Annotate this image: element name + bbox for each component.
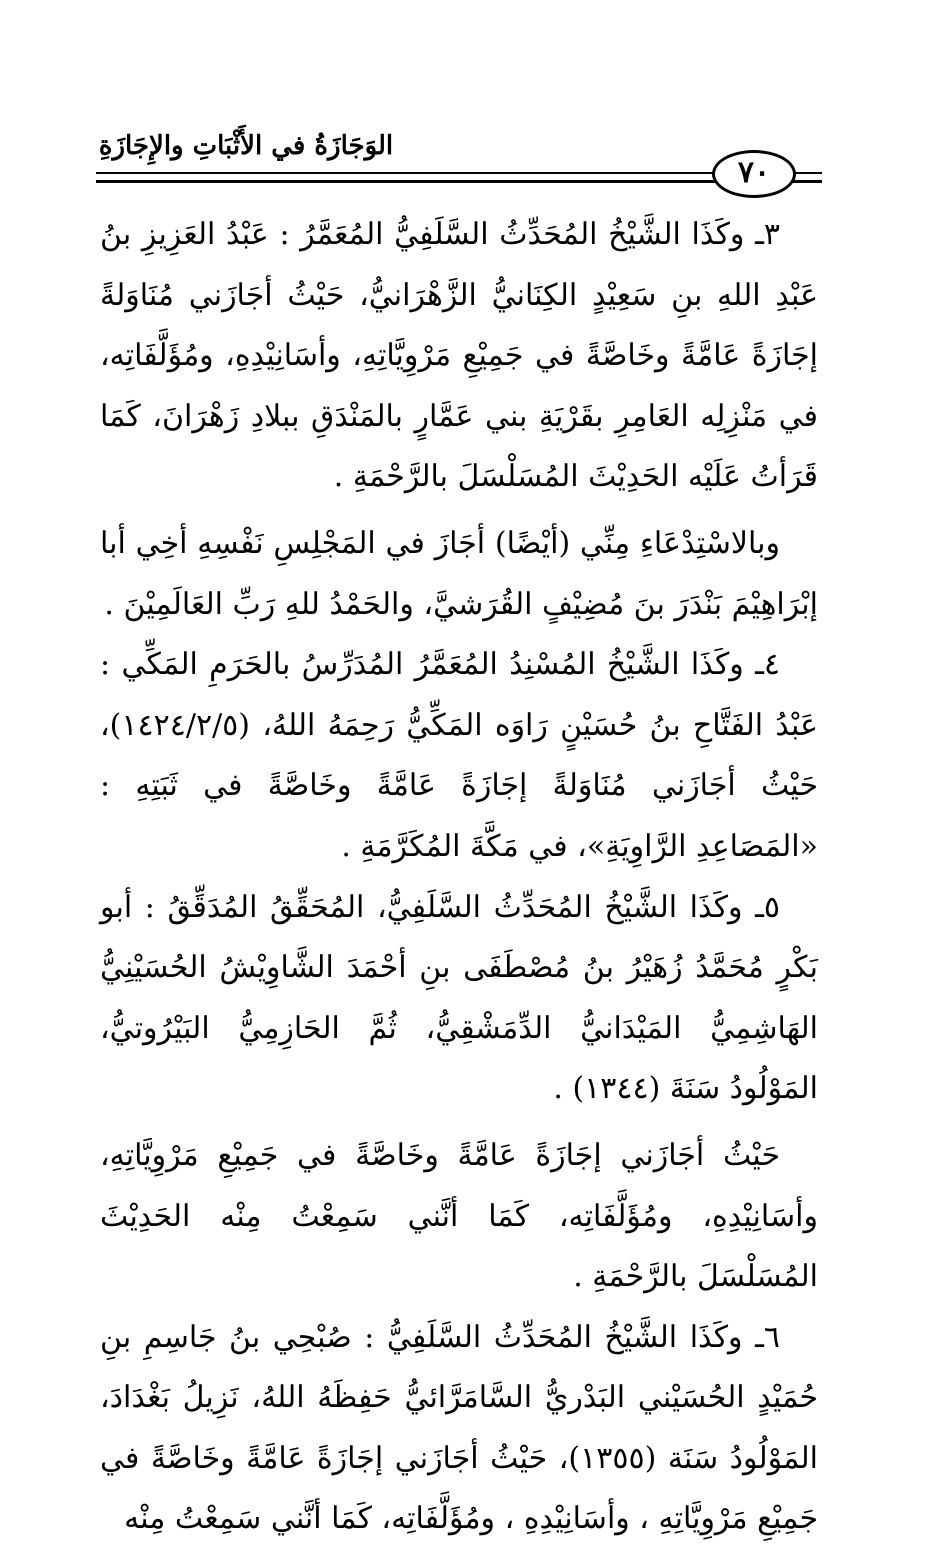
paragraph-item-3: ٣ـ وكَذَا الشَّيْخُ المُحَدِّثُ السَّلَفِيُّ المُعَمَّرُ : عَبْدُ العَزِيزِ بنُ عَبْدِ اللهِ بنِ سَعِيْدٍ الكِنَانيُّ الزَّهْرَانيُّ، حَيْثُ أجَازَني مُنَاوَلةً إجَازَةً عَامَّةً وخَاصَّةً في جَمِيْعِ مَرْوِيَّاتِهِ، وأسَانِيْدِهِ، ومُؤَلَّفَاتِه، في مَنْزِلِه العَامِرِ بقَرْيَةِ بني عَمَّارٍ بالمَنْدَقِ ببلادِ زَهْرَانَ، كَمَا قَرَأتُ عَلَيْه الحَدِيْثَ المُسَلْسَلَ بالرَّحْمَةِ . — [100, 217, 818, 495]
paragraph-ijaza: حَيْثُ أجَازَني إجَازَةً عَامَّةً وخَاصَّةً في جَمِيْعِ مَرْوِيَّاتِهِ، وأسَانِيْدِهِ، ومُؤَلَّفَاتِه، كَمَا أنَّني سَمِعْتُ مِنْه الحَدِيْثَ المُسَلْسَلَ بالرَّحْمَةِ . — [100, 1137, 818, 1295]
body-text — [100, 205, 818, 1550]
header-rule-bottom-right — [790, 180, 822, 183]
paragraph-item-4: ٤ـ وكَذَا الشَّيْخُ المُسْنِدُ المُعَمَّرُ المُدَرِّسُ بالحَرَمِ المَكِّي : عَبْدُ الفَتَّاحِ بنُ حُسَيْنٍ رَاوَه المَكِّيُّ رَحِمَهُ اللهُ، (١٤٢٤/٢/٥)، حَيْثُ أجَازَني مُنَاوَلةً إجَازَةً عَامَّةً وخَاصَّةً في ثَبَتِهِ : «المَصَاعِدِ الرَّاوِيَةِ»، في مَكَّةَ المُكَرَّمَةِ . — [100, 647, 818, 864]
paragraph-item-6: ٦ـ وكَذَا الشَّيْخُ المُحَدِّثُ السَّلَفِيُّ : صُبْحِي بنُ جَاسِمِ بنِ حُمَيْدٍ الحُسَيْني البَدْريُّ السَّامَرَّائيُّ حَفِظَهُ اللهُ، نَزِيلُ بَغْدَادَ، المَوْلُودُ سَنَة (١٣٥٥)، حَيْثُ أجَازَني إجَازَةً عَامَّةً وخَاصَّةً في جَمِيْعِ مَرْوِيَّاتِهِ ، وأسَانِيْدِهِ ، ومُؤَلَّفَاتِه، كَمَا أنَّني سَمِعْتُ مِنْه — [100, 1319, 818, 1537]
paragraph-istidaa: وبالاسْتِدْعَاءِ مِنِّي (أيْضًا) أجَازَ في المَجْلِسِ نَفْسِهِ أخِي أبا إبْرَاهِيْمَ بَنْدَرَ بنَ مُضِيْفٍ القُرَشيَّ، والحَمْدُ للهِ رَبِّ العَالَمِيْنَ . — [100, 525, 818, 622]
header-rule-top — [96, 172, 718, 174]
page-number: ٧٠ — [712, 150, 796, 198]
running-title: الوَجَازَةُ في الأَثْبَاتِ والإِجَازَةِ — [98, 131, 394, 161]
header-rule-bottom — [96, 180, 718, 183]
paragraph-item-5: ٥ـ وكَذَا الشَّيْخُ المُحَدِّثُ السَّلَفِيُّ، المُحَقِّقُ المُدَقِّقُ : أبو بَكْرٍ مُحَمَّدُ زُهَيْرُ بنُ مُصْطَفَى بنِ أحْمَدَ الشَّاوِيْشُ الحُسَيْنِيُّ الهَاشِمِيُّ المَيْدَانيُّ الدِّمَشْقِيُّ، ثُمَّ الحَازِمِيُّ البَيْرُوتيُّ، المَوْلُودُ سَنَةَ (١٣٤٤) . — [100, 889, 818, 1107]
